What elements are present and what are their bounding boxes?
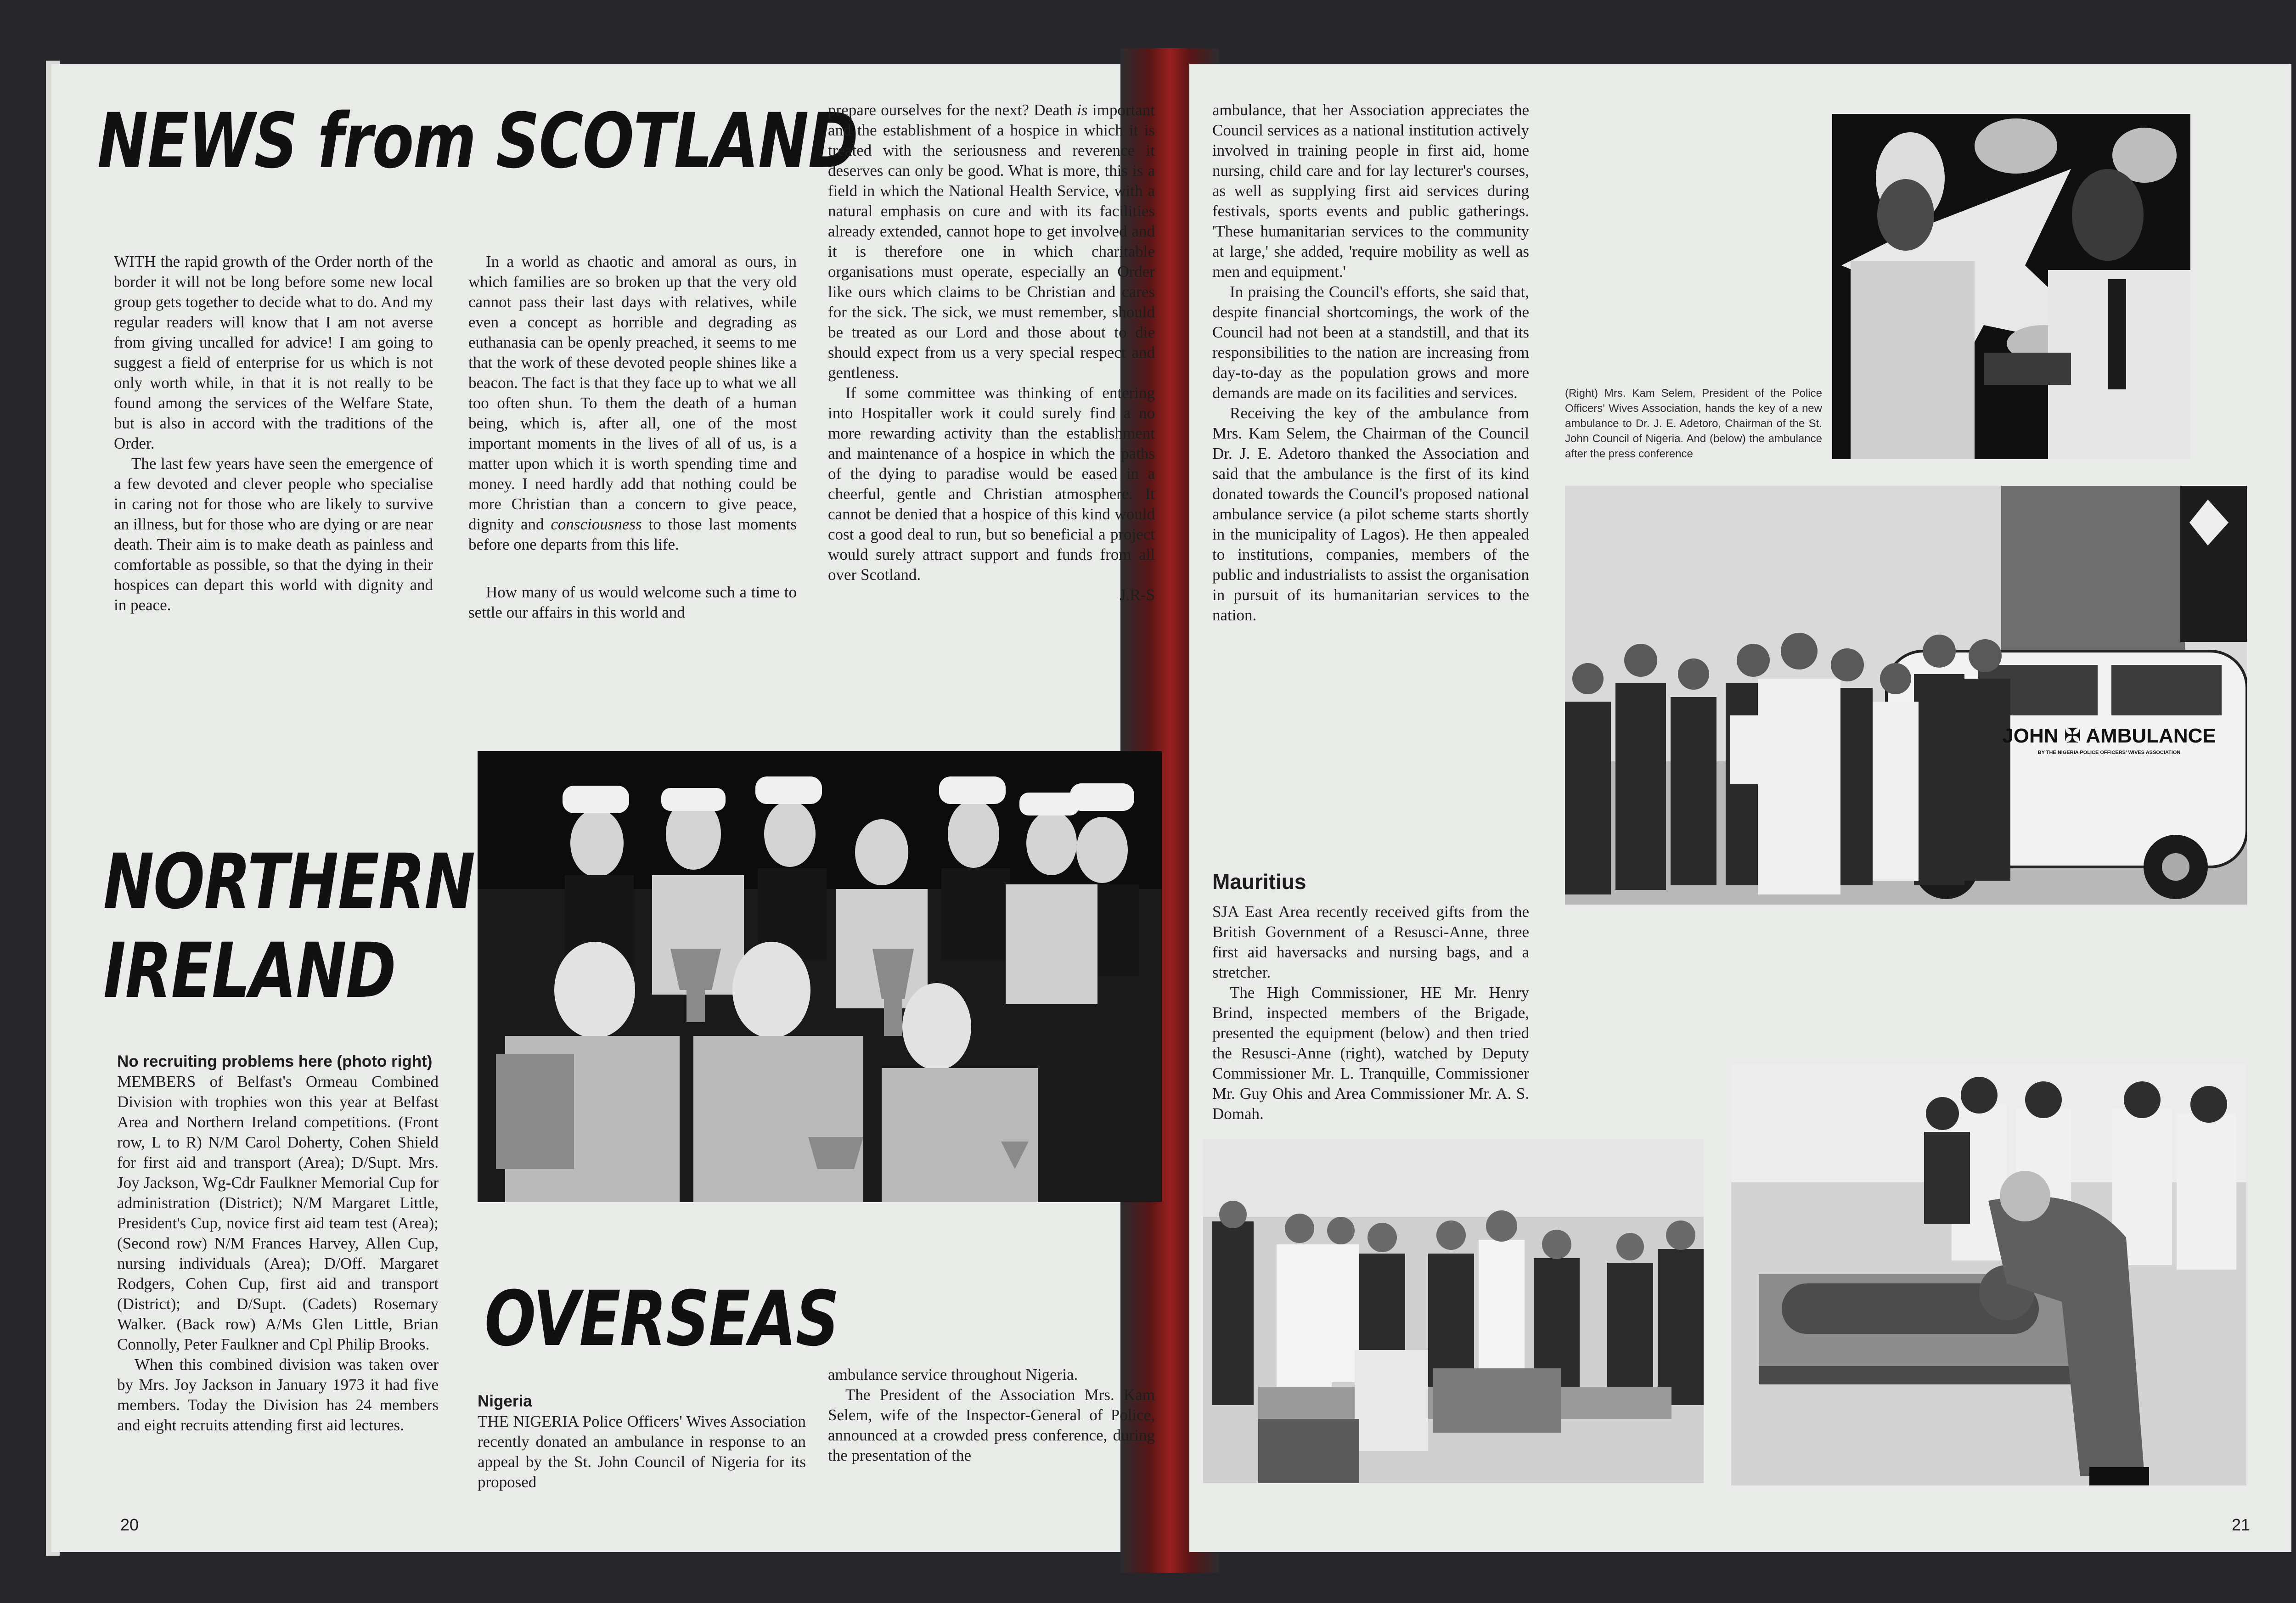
scotland-paragraph: WITH the rapid growth of the Order north of the border it will not be long before some new local group gets together to decide what to do. And my regular readers will know that I am not averse from giving uncalled for advice! I am going to suggest a field of enterprise for us which is not only worth while, in that it is not really to be found among the services of the Welfare State, but is also in accord with the traditions of the Order. [114,253,433,452]
scotland-text: In a world as chaotic and amoral as ours, in which families are so broken up that the very old cannot pass their last days with relatives, while even a concept as horrible and degrading as euthanasia can be openly preached, it seems to me that the work of these devoted people shines like a beacon. The fact is that they face up to what we all too often shun. To them the death of a human being, which is, after all, one of the most important moments in the lives of all of us, is a matter upon which it is worth spending time and money. I need hardly add that nothing could be more Christian than a concern to give peace, dignity and [468,253,797,533]
scotland-paragraph: The last few years have seen the emergence of a few devoted and clever people who specialise in caring not for those who are likely to survive an illness, but for those who are dying or are near death. Their aim is to make death as painless and comfortable as possible, so that the dying in their hospices can depart this world with dignity and in peace. [114,455,433,614]
scotland-signature: J.R-S [1120,586,1155,604]
northern-ireland-group-photo [478,751,1162,1202]
mauritius-equipment-photo [1203,1139,1704,1483]
northern-ireland-paragraph: When this combined division was taken over by Mrs. Joy Jackson in January 1973 it had five members. Today the Division has 24 members and eight recruits attending first aid lectures. [117,1356,439,1434]
scotland-text: to those last moments before one departs from this life. [468,515,797,553]
scotland-headline: NEWS from SCOTLAND [97,97,858,185]
mauritius-paragraph: SJA East Area recently received gifts from the British Government of a Resusci-Anne, three first aid haversacks and nursing bags, and a stretcher. [1212,903,1529,981]
scotland-emphasis: is [1077,101,1088,119]
nigeria-ambulance-group-photo [1565,486,2247,905]
nigeria-column-3 [1212,100,1529,625]
ambulance-sign [2001,725,2217,758]
scotland-column-2 [468,252,797,623]
mauritius-column [1212,868,1529,1124]
nigeria-column-2 [828,1365,1155,1466]
scotland-text: important and the establishment of a hospice in which it is treated with the seriousness and reverence it deserves can only be good. What is more, this is a field in which the National Health Service, with a natural emphasis on cure and with its facilities already extended, cannot hope to get involved and it is therefore one in which charitable organisations must operate, especially an Order like ours which claims to be Christian and cares for the sick. The sick, we must remember, should be treated as our Lord and those about to die should expect from us a very special respect and gentleness. [828,101,1155,382]
scotland-paragraph: How many of us would welcome such a time to settle our affairs in this world and [468,583,797,621]
mauritius-resusci-anne-photo [1731,1063,2246,1485]
nigeria-paragraph: In praising the Council's efforts, she said that, despite financial shortcomings, the work of the Council had not been at a standstill, and that its responsibilities to the nation are increasing from day-to-day as the population grows and more demands are made on its facilities and services. [1212,283,1529,402]
overseas-headline: OVERSEAS [484,1275,839,1363]
northern-ireland-paragraph: MEMBERS of Belfast's Ormeau Combined Division with trophies won this year at Belfast Area and Northern Ireland competitions. (Front row, L to R) N/M Carol Doherty, Cohen Shield for first aid and transport (Area); D/Supt. Mrs. Joy Jackson, Wg-Cdr Faulkner Memorial Cup for administration (District); N/M Margaret Little, President's Cup, novice first aid team test (Area); (Second row) N/M Frances Harvey, Allen Cup, nursing individuals (Area); D/Off. Margaret Rodgers, Cohen Cup, first aid and transport (District); and D/Supt. (Cadets) Rosemary Walker. (Back row) A/Ms Glen Little, Brian Connolly, Peter Faulkner and Cpl Philip Brooks. [117,1073,439,1353]
nigeria-key-handover-photo [1832,114,2190,459]
mauritius-paragraph: The High Commissioner, HE Mr. Henry Brind, inspected members of the Brigade, presented the equipment (below) and then tried the Resusci-Anne (right), watched by Deputy Commissioner Mr. L. Tranquille, Commissioner Mr. Guy Ohis and Area Commissioner Mr. A. S. Domah. [1212,984,1529,1123]
northern-ireland-subhead: No recruiting problems here (photo right) [117,1052,433,1070]
nigeria-column-1 [478,1391,806,1492]
ambulance-sign-text: JOHN ✠ AMBULANCE [2002,725,2216,747]
scotland-column-1 [114,252,433,615]
ambulance-sign-subtext: BY THE NIGERIA POLICE OFFICERS' WIVES ASSOCIATION [2037,750,2181,755]
page-number-right: 21 [2232,1515,2251,1534]
mauritius-subhead: Mauritius [1212,870,1306,894]
nigeria-paragraph: The President of the Association Mrs. Kam Selem, wife of the Inspector-General of Police, announced at a crowded press conference, during the presentation of the [828,1386,1155,1464]
northern-ireland-headline-line-2: IRELAND [103,927,396,1015]
scotland-emphasis: consciousness [551,515,642,533]
northern-ireland-column [117,1052,439,1435]
nigeria-paragraph: Receiving the key of the ambulance from Mrs. Kam Selem, the Chairman of the Council Dr. J. E. Adetoro thanked the Association and said that the ambulance is the first of its kind donated towards the Council's proposed national ambulance service (a pilot scheme starts shortly in the municipality of Lagos). He then appealed to institutions, companies, members of the public and industrialists to assist the organisation in pursuit of its humanitarian services to the nation. [1212,404,1529,624]
nigeria-subhead: Nigeria [478,1392,532,1410]
nigeria-paragraph: ambulance service throughout Nigeria. [828,1366,1078,1384]
nigeria-paragraph: THE NIGERIA Police Officers' Wives Association recently donated an ambulance in response to an appeal by the St. John Council of Nigeria for its proposed [478,1412,806,1491]
scotland-paragraph: If some committee was thinking of entering into Hospitaller work it could surely find a no more rewarding activity than the establishment and maintenance of a hospice in which the paths of the dying to paradise would be eased in a cheerful, gentle and Christian atmosphere. It cannot be denied that a hospice of this kind would cost a good deal to run, but so beneficial a project would surely attract support and funds from all over Scotland. [828,384,1155,584]
nigeria-paragraph: ambulance, that her Association appreciates the Council services as a national institution actively involved in training people in first aid, home nursing, child care and for lay lecturer's courses, as well as supplying first aid services during festivals, sports events and public gatherings. 'These humanitarian services to the community at large,' she added, 'require mobility as well as men and equipment.' [1212,101,1529,281]
northern-ireland-headline-line-1: NORTHERN [103,838,475,926]
nigeria-photo-caption: (Right) Mrs. Kam Selem, President of the Police Officers' Wives Association, hands the key of a new ambulance to Dr. J. E. Adetoro, Chairman of the St. John Council of Nigeria. And (below) the ambulance after the press conference [1565,387,1822,460]
scotland-column-3 [828,100,1155,605]
scotland-text: prepare ourselves for the next? Death [828,101,1072,119]
page-number-left: 20 [120,1515,139,1534]
